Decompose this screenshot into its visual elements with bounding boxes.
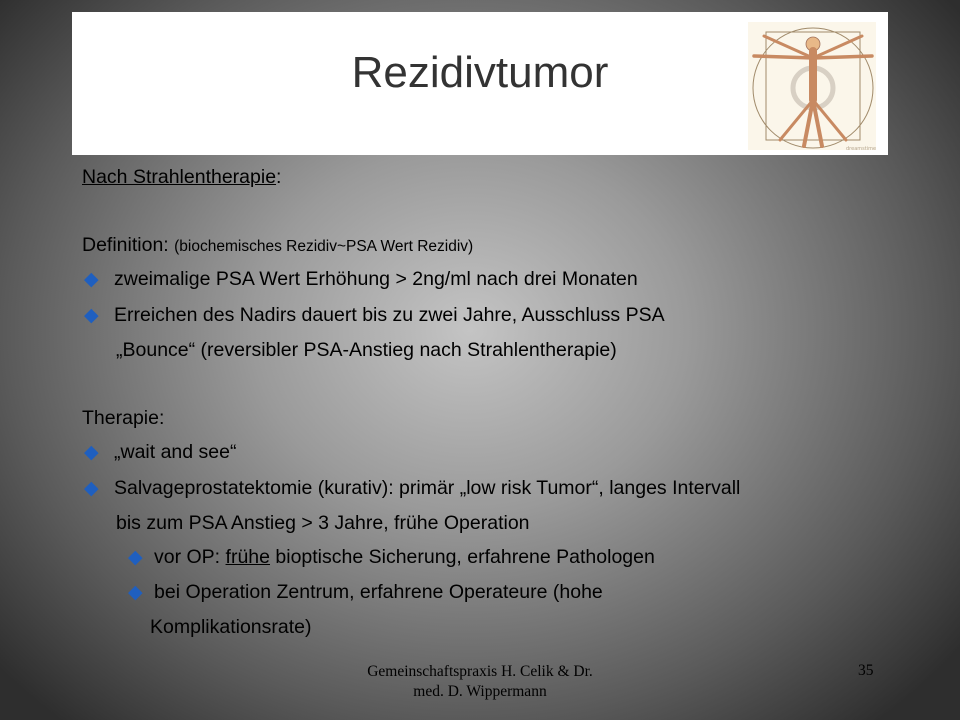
diamond-bullet-icon: ◆ xyxy=(84,305,99,326)
sub-item-text-pre: vor OP: xyxy=(154,546,226,568)
list-item xyxy=(84,304,665,327)
list-item xyxy=(84,441,236,464)
list-item xyxy=(84,268,638,291)
definition-detail: (biochemisches Rezidiv~PSA Wert Rezidiv) xyxy=(174,238,474,255)
footer-line-1: Gemeinschaftspraxis H. Celik & Dr. xyxy=(367,663,593,680)
section-heading-colon: : xyxy=(276,166,282,188)
list-item xyxy=(84,477,740,500)
sub-list-item xyxy=(128,546,655,569)
sub-item-text-post: bioptische Sicherung, erfahrene Pathologen xyxy=(269,546,655,568)
slide-title: Rezidivtumor xyxy=(351,48,609,97)
sub-list-item-continuation: Komplikationsrate) xyxy=(150,616,312,638)
definition-label: Definition: xyxy=(82,234,175,256)
list-item-text: Salvageprostatektomie (kurativ): primär „low risk Tumor“, langes Intervall xyxy=(114,477,741,499)
sub-item-text-underlined: frühe xyxy=(225,546,270,568)
list-item-continuation: „Bounce“ (reversibler PSA-Anstieg nach Strahlentherapie) xyxy=(116,339,617,361)
footer-line-2: med. D. Wippermann xyxy=(413,683,547,700)
section-heading-text: Nach Strahlentherapie xyxy=(82,166,277,188)
svg-text:dreamstime: dreamstime xyxy=(846,146,877,152)
page-number: 35 xyxy=(858,662,874,679)
diamond-bullet-icon: ◆ xyxy=(128,547,143,568)
diamond-bullet-icon: ◆ xyxy=(84,478,99,499)
list-item-continuation: bis zum PSA Anstieg > 3 Jahre, frühe Operation xyxy=(116,512,530,534)
section-heading xyxy=(82,166,281,189)
footer-text xyxy=(330,662,630,702)
diamond-bullet-icon: ◆ xyxy=(128,582,143,603)
diamond-bullet-icon: ◆ xyxy=(84,442,99,463)
diamond-bullet-icon: ◆ xyxy=(84,269,99,290)
sub-item-text: bei Operation Zentrum, erfahrene Operateure (hohe xyxy=(154,581,603,603)
list-item-text: Erreichen des Nadirs dauert bis zu zwei Jahre, Ausschluss PSA xyxy=(114,304,665,326)
definition-line xyxy=(82,234,473,257)
sub-list-item xyxy=(128,581,603,604)
list-item-text: „wait and see“ xyxy=(114,441,237,463)
therapy-heading: Therapie: xyxy=(82,407,165,429)
list-item-text: zweimalige PSA Wert Erhöhung > 2ng/ml nach drei Monaten xyxy=(114,268,638,290)
